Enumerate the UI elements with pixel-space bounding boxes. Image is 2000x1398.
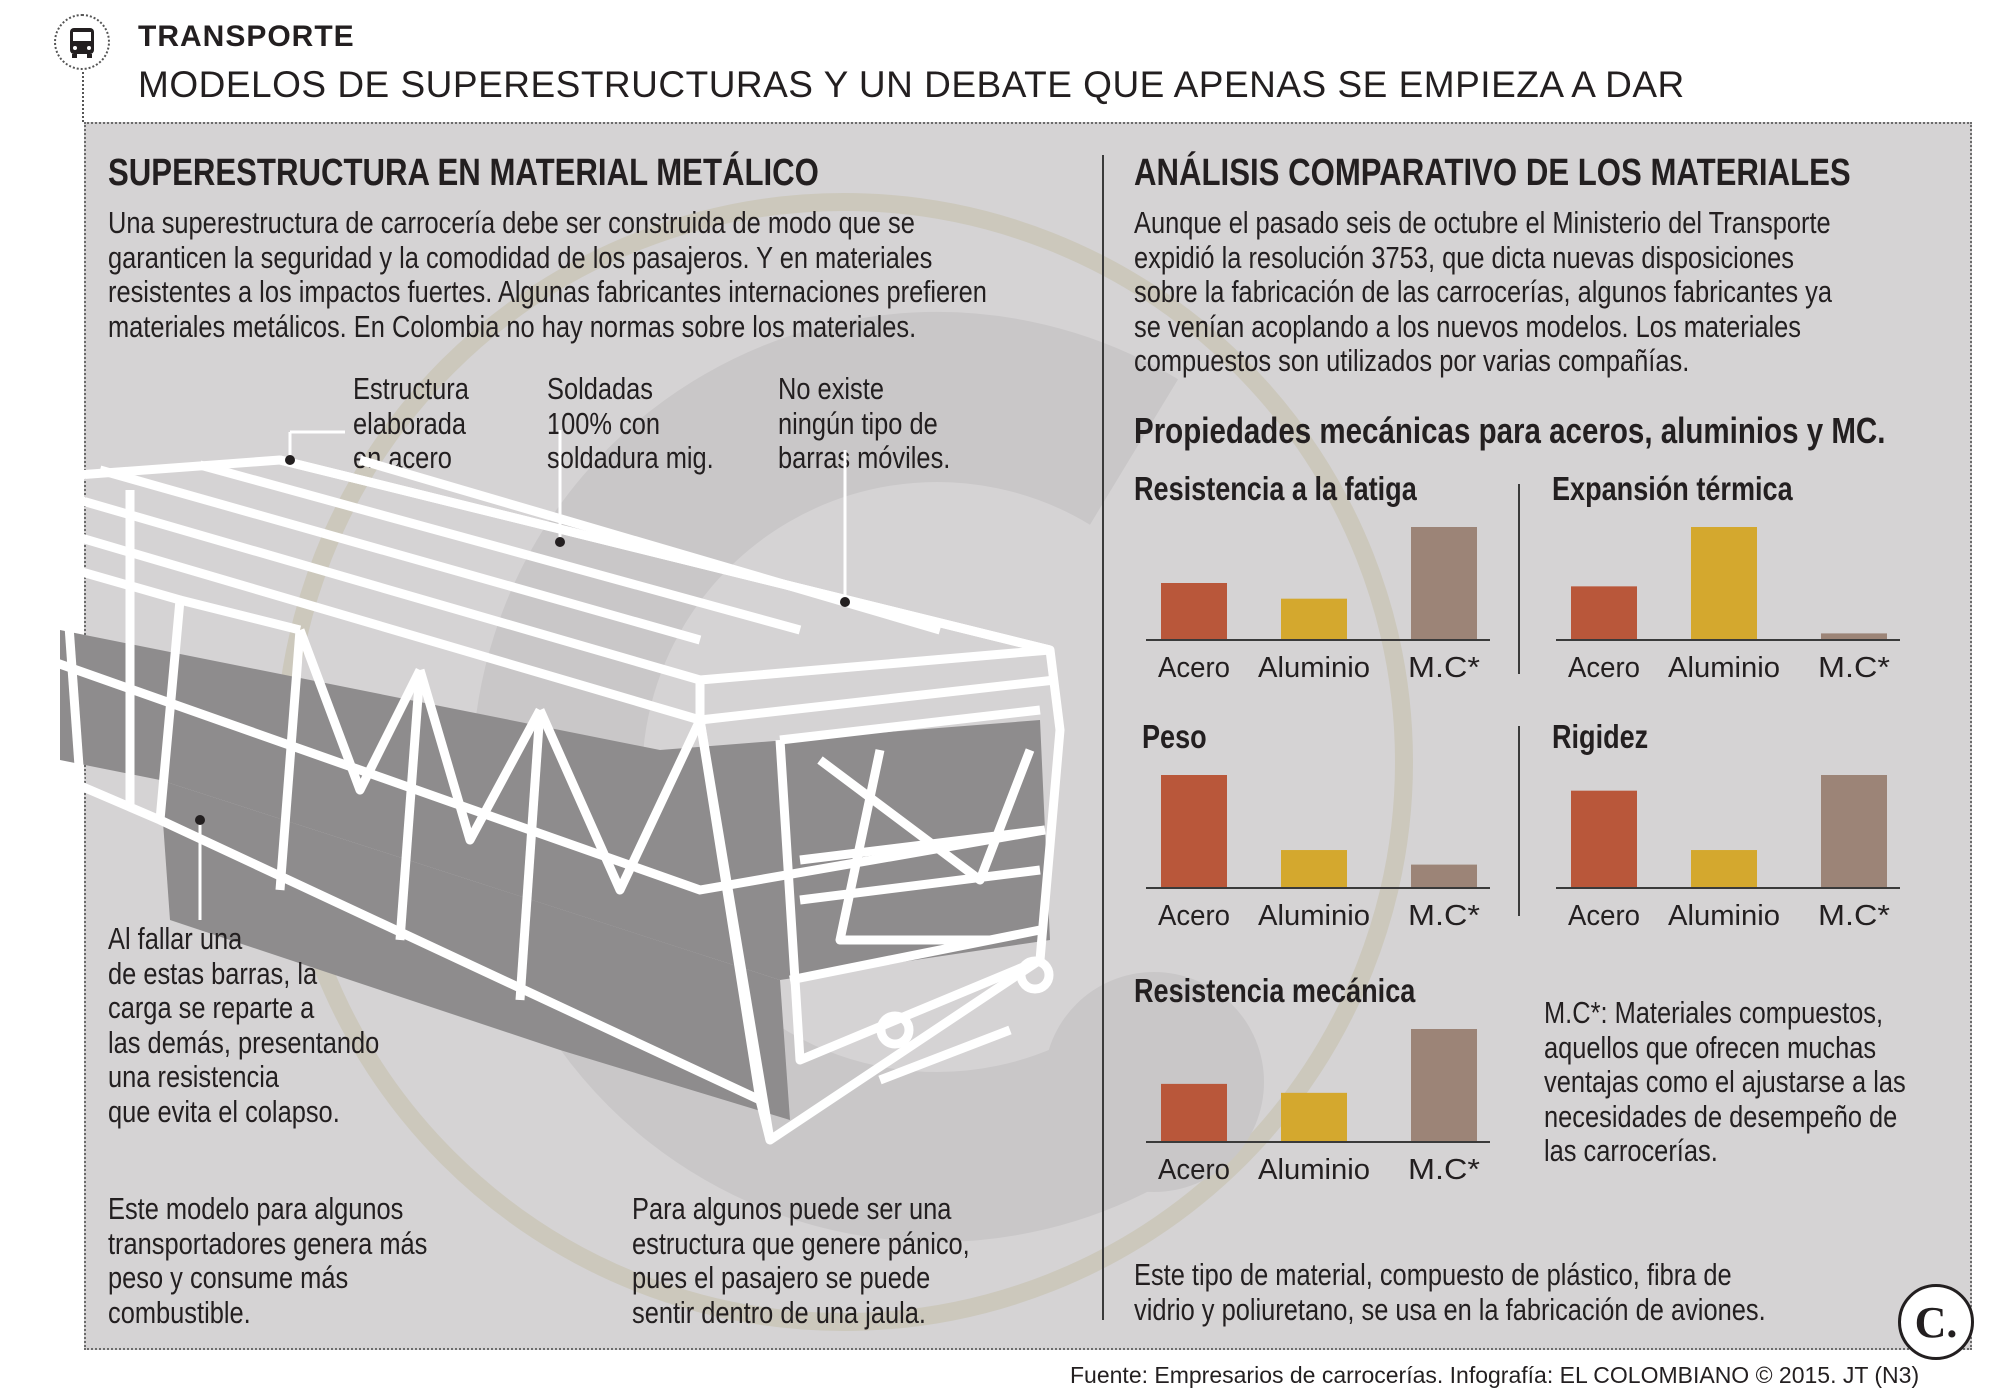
- text-line: las demás, presentando: [108, 1024, 380, 1060]
- text-line: elaborada: [353, 405, 467, 441]
- category-label: M.C*: [1408, 900, 1480, 932]
- text-line: en acero: [353, 440, 452, 475]
- text-line: expidió la resolución 3753, que dicta nuevas disposiciones: [1134, 239, 1794, 275]
- chart-fatiga: [1134, 470, 1504, 690]
- category-label: Aluminio: [1258, 652, 1370, 684]
- category-label: Aluminio: [1668, 652, 1780, 684]
- chart-plot: [1134, 470, 1504, 690]
- text-line: compuestos son utilizados por varias compañías.: [1134, 343, 1690, 378]
- chart-title: Expansión térmica: [1552, 470, 1793, 507]
- text-line: una resistencia: [108, 1059, 279, 1094]
- chart-title: Resistencia a la fatiga: [1134, 470, 1417, 507]
- bar-mc: [1821, 633, 1887, 639]
- source-credit: Fuente: Empresarios de carrocerías. Infografía: EL COLOMBIANO © 2015. JT (N3): [1070, 1362, 1920, 1388]
- bar-mc: [1411, 1029, 1477, 1141]
- bar-mc: [1821, 775, 1887, 887]
- bar-aluminio: [1281, 850, 1347, 887]
- text-line: resistentes a los impactos fuertes. Algunas fabricantes internaciones prefieren: [108, 274, 987, 309]
- chart-rigidez: [1544, 718, 1914, 938]
- chart-plot: [1134, 718, 1504, 938]
- category-label: Acero: [1158, 900, 1230, 932]
- text-line: Una superestructura de carrocería debe ser construida de modo que se: [108, 205, 915, 240]
- right-heading: ANÁLISIS COMPARATIVO DE LOS MATERIALES: [1134, 152, 1851, 194]
- category-label: M.C*: [1408, 652, 1480, 684]
- bar-mc: [1411, 865, 1477, 887]
- bar-aluminio: [1691, 527, 1757, 639]
- category-label: Acero: [1568, 900, 1640, 932]
- aviation-note: [1134, 1258, 1766, 1327]
- text-line: sentir dentro de una jaula.: [632, 1294, 926, 1330]
- chart-title: Resistencia mecánica: [1134, 972, 1416, 1009]
- chart-mecanica: [1134, 972, 1504, 1192]
- category-label: Acero: [1568, 652, 1640, 684]
- text-line: aquellos que ofrecen muchas: [1544, 1029, 1877, 1065]
- chart-divider-mid: [1518, 726, 1520, 916]
- bar-aluminio: [1281, 1093, 1347, 1141]
- text-line: vidrio y poliuretano, se usa en la fabricación de aviones.: [1134, 1291, 1766, 1327]
- text-line: Aunque el pasado seis de octubre el Ministerio del Transporte: [1134, 205, 1831, 240]
- mc-note: [1544, 996, 1906, 1169]
- chart-title: Peso: [1142, 718, 1207, 755]
- text-line: garanticen la seguridad y la comodidad de los pasajeros. Y en materiales: [108, 239, 933, 275]
- logo-text: C.: [1914, 1297, 1958, 1347]
- left-intro: [108, 206, 987, 344]
- text-line: se venían acoplando a los nuevos modelos. Los materiales: [1134, 308, 1801, 344]
- chart-plot: [1544, 470, 1914, 690]
- category-label: M.C*: [1818, 652, 1890, 684]
- chart-plot: [1134, 972, 1504, 1192]
- category-label: Acero: [1158, 652, 1230, 684]
- bar-acero: [1571, 791, 1637, 887]
- text-line: Estructura: [353, 371, 469, 406]
- bar-acero: [1161, 583, 1227, 639]
- category-label: Aluminio: [1258, 1154, 1370, 1186]
- left-heading: SUPERESTRUCTURA EN MATERIAL METÁLICO: [108, 152, 819, 194]
- text-line: No existe: [778, 371, 884, 406]
- bus-icon-badge: [54, 14, 110, 70]
- column-divider: [1102, 155, 1104, 1320]
- chart-title: Rigidez: [1552, 718, 1649, 755]
- right-intro: [1134, 206, 1832, 379]
- text-line: ventajas como el ajustarse a las: [1544, 1064, 1906, 1099]
- bar-aluminio: [1691, 850, 1757, 887]
- text-line: sobre la fabricación de las carrocerías, algunos fabricantes ya: [1134, 274, 1833, 309]
- text-line: transportadores genera más: [108, 1225, 428, 1261]
- el-colombiano-logo: [1898, 1284, 1974, 1360]
- text-line: Para algunos puede ser una: [632, 1191, 952, 1226]
- chart-expansion: [1544, 470, 1914, 690]
- bar-acero: [1161, 1084, 1227, 1141]
- category-label: M.C*: [1818, 900, 1890, 932]
- chart-peso: [1134, 718, 1504, 938]
- text-line: que evita el colapso.: [108, 1093, 340, 1129]
- text-line: necesidades de desempeño de: [1544, 1098, 1898, 1134]
- text-line: Este tipo de material, compuesto de plástico, fibra de: [1134, 1257, 1732, 1292]
- text-line: Este modelo para algunos: [108, 1191, 404, 1226]
- header-dotted-line: [82, 72, 84, 122]
- page-title: MODELOS DE SUPERESTRUCTURAS Y UN DEBATE QUE APENAS SE EMPIEZA A DAR: [138, 64, 1685, 105]
- section-label: TRANSPORTE: [138, 20, 355, 53]
- bus-icon: [56, 16, 108, 68]
- bar-mc: [1411, 527, 1477, 639]
- bar-aluminio: [1281, 599, 1347, 639]
- properties-heading: Propiedades mecánicas para aceros, aluminios y MC.: [1134, 410, 1886, 451]
- note-panic: [632, 1192, 970, 1330]
- text-line: Al fallar una: [108, 921, 243, 956]
- text-line: peso y consume más: [108, 1260, 349, 1295]
- note-weight: [108, 1192, 427, 1330]
- chart-plot: [1544, 718, 1914, 938]
- text-line: 100% con: [547, 405, 661, 441]
- text-line: materiales metálicos. En Colombia no hay normas sobre los materiales.: [108, 308, 917, 344]
- text-line: M.C*: Materiales compuestos,: [1544, 995, 1884, 1030]
- bar-acero: [1161, 775, 1227, 887]
- category-label: Aluminio: [1258, 900, 1370, 932]
- text-line: ningún tipo de: [778, 405, 938, 441]
- category-label: Aluminio: [1668, 900, 1780, 932]
- bar-acero: [1571, 586, 1637, 639]
- category-label: Acero: [1158, 1154, 1230, 1186]
- chart-divider-top: [1518, 484, 1520, 674]
- text-line: carga se reparte a: [108, 990, 315, 1025]
- text-line: pues el pasajero se puede: [632, 1260, 931, 1295]
- text-line: Soldadas: [547, 371, 654, 406]
- text-line: estructura que genere pánico,: [632, 1225, 970, 1261]
- text-line: combustible.: [108, 1294, 251, 1330]
- text-line: soldadura mig.: [547, 440, 714, 475]
- text-line: barras móviles.: [778, 440, 951, 475]
- text-line: de estas barras, la: [108, 955, 318, 991]
- category-label: M.C*: [1408, 1154, 1480, 1186]
- text-line: las carrocerías.: [1544, 1133, 1718, 1168]
- callout-failure: [108, 922, 379, 1129]
